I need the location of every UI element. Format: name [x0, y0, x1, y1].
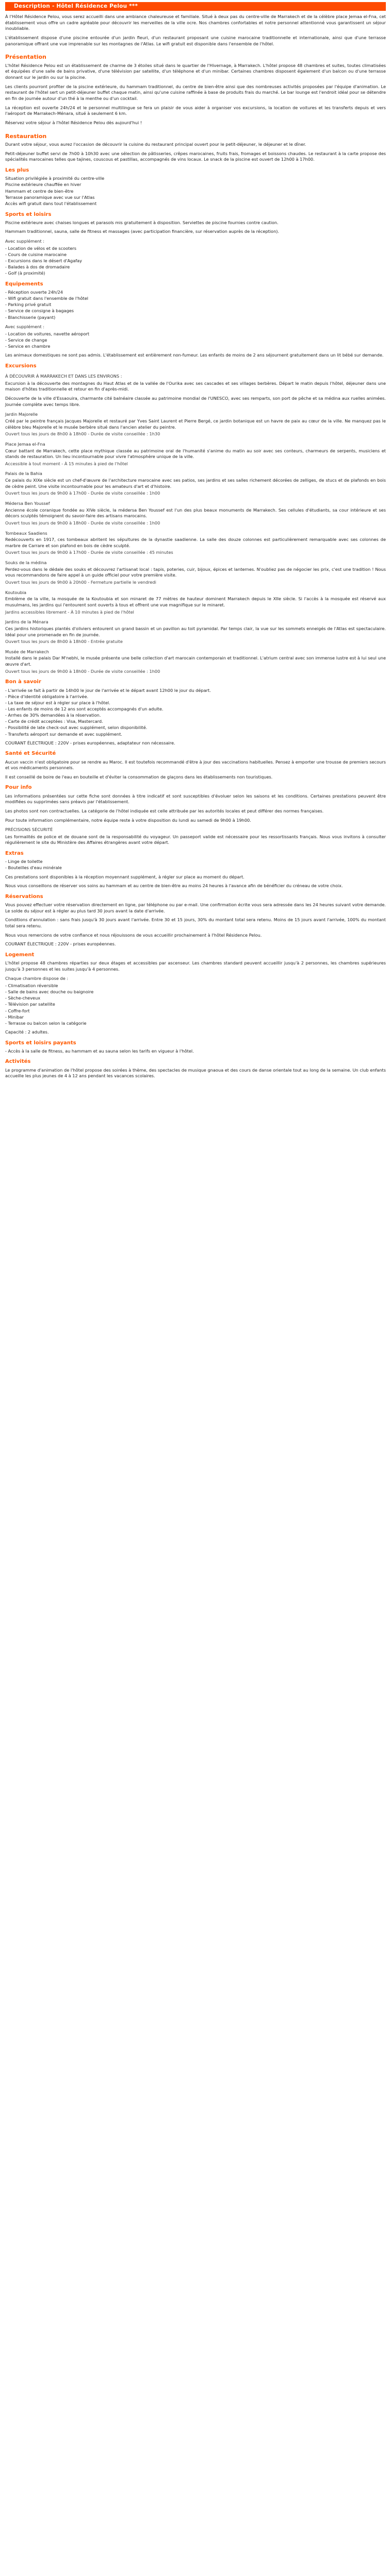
- attraction: [5, 560, 386, 586]
- list-item: - L'arrivée se fait à partir de 14h00 le jour de l'arrivée et le départ avant 12h00 le jour du départ.: [5, 687, 211, 693]
- activities-section: [5, 1058, 386, 1079]
- info-paragraph: Les photos sont non contractuelles. La catégorie de l'hôtel indiquée est celle attribuée par les autorités locales et peut différer des normes françaises.: [5, 808, 324, 814]
- lodging-capacity: Capacité : 2 adultes.: [5, 1029, 49, 1035]
- list-item: Hammam et centre de bien-être: [5, 188, 74, 194]
- attraction-description: Ce palais du XIXe siècle est un chef-d'œuvre de l'architecture marocaine avec ses patios, ses jardins et ses salles richement décorées de zelliges, de stucs et de plafonds en bois de cèdre peint. Une visite incontournable pour les amateurs d'art et d'histoire.: [5, 478, 386, 489]
- list-item: - Pièce d'identité obligatoire à l'arrivée.: [5, 693, 89, 699]
- sports-paragraph: Piscine extérieure avec chaises longues et parasols mis gratuitement à disposition. Serviettes de piscine fournies contre caution.: [5, 219, 279, 225]
- attraction: [5, 442, 386, 467]
- list-item: - Salle de bains avec douche ou baignoire: [5, 989, 94, 995]
- attraction: [5, 501, 386, 527]
- extras-section: [5, 850, 386, 889]
- list-item: - Blanchisserie (payant): [5, 314, 56, 320]
- list-item: - Location de voitures, navette aéroport: [5, 331, 90, 336]
- presentation-paragraph: La réception est ouverte 24h/24 et le personnel multilingue se fera un plaisir de vous aider à organiser vos excursions, la location de voitures et les transferts depuis et vers l'aéroport de Marrakech-Ménara, situé à seulement 6 km.: [5, 105, 386, 116]
- reservation-paragraph: Vous pouvez effectuer votre réservation directement en ligne, par téléphone ou par e-mail. Une confirmation écrite vous sera adressée dans les 24 heures suivant votre demande. Le solde du séjour est à régler au plus tard 30 jours avant la date d'arrivée.: [5, 902, 386, 913]
- list-heading: Avec supplément :: [5, 324, 45, 330]
- good-to-know-section: [5, 679, 386, 746]
- attraction-info: Ouvert tous les jours de 8h00 à 18h00 - Entrée gratuite: [5, 639, 123, 645]
- list-item: - La taxe de séjour est à régler sur place à l'hôtel.: [5, 700, 110, 705]
- attraction-info: Ouvert tous les jours de 9h00 à 20h00 - Fermeture partielle le vendredi: [5, 580, 156, 585]
- section-title-plus: Les plus: [5, 167, 29, 174]
- list-item: - Wifi gratuit dans l'ensemble de l'hôtel: [5, 296, 89, 301]
- attraction-name: Place Jemaa el-Fna: [5, 441, 45, 447]
- attraction-name: Tombeaux Saadiens: [5, 530, 47, 536]
- presentation-paragraph: Réservez votre séjour à l'hôtel Résidence Pelou dès aujourd'hui !: [5, 120, 142, 125]
- attraction-info: Ouvert tous les jours de 9h00 à 18h00 - Durée de visite conseillée : 1h00: [5, 668, 160, 674]
- list-heading: Chaque chambre dispose de :: [5, 976, 69, 981]
- section-title-info: Pour info: [5, 785, 32, 791]
- list-item: - Cours de cuisine marocaine: [5, 251, 67, 257]
- attraction: [5, 412, 386, 437]
- attraction-description: Ces jardins historiques plantés d'oliviers entourent un grand bassin et un pavillon au toit pyramidal. Par temps clair, la vue sur les sommets enneigés de l'Atlas est spectaculaire. Idéal pour une promenade en fin de journée.: [5, 625, 386, 637]
- list-item: - Carte de crédit acceptées : Visa, Mastercard.: [5, 719, 103, 724]
- list-item: - Réception ouverte 24h/24: [5, 290, 63, 295]
- attraction-name: Jardins de la Ménara: [5, 619, 48, 625]
- extras-paragraph: Ces prestations sont disponibles à la réception moyennant supplément, à régler sur place au moment du départ.: [5, 874, 245, 879]
- attraction-description: Redécouverts en 1917, ces tombeaux abritent les sépultures de la dynastie saadienne. La salle des douze colonnes est particulièrement remarquable avec ses colonnes de marbre de Carrare et son plafond en bois de cèdre sculpté.: [5, 537, 386, 548]
- list-item: - Linge de toilette: [5, 859, 43, 865]
- attraction-info: Ouvert tous les jours de 9h00 à 17h00 - Durée de visite conseillée : 45 minutes: [5, 550, 173, 555]
- list-item: Accès wifi gratuit dans tout l'établissement: [5, 200, 97, 206]
- restauration-section: [5, 132, 386, 163]
- list-item: - Accès à la salle de fitness, au hammam et au sauna selon les tarifs en vigueur à l'hôtel.: [5, 1048, 194, 1054]
- restauration-paragraph: Petit-déjeuner buffet servi de 7h00 à 10h30 avec une sélection de pâtisseries, crêpes marocaines, fruits frais, fromages et boissons chaudes. Le restaurant à la carte propose des spécialités marocaines telles que tajines, couscous et pastillas, accompagnés de vins locaux. Le snack de la piscine est ouvert de 12h00 à 17h00.: [5, 150, 386, 162]
- section-title-excursions: Excursions: [5, 363, 37, 369]
- info-paragraph: Les formalités de police et de douane sont de la responsabilité du voyageur. Un passeport valide est nécessaire pour les ressortissants français. Nous vous invitons à consulter régulièrement le site du Ministère des Affaires étrangères avant votre départ.: [5, 834, 386, 845]
- list-heading: PRÉCISIONS SÉCURITÉ: [5, 827, 53, 833]
- attraction-name: Médersa Ben Youssef: [5, 500, 50, 506]
- attraction-name: Palais de la Bahia: [5, 471, 42, 477]
- attraction-description: Cœur battant de Marrakech, cette place mythique classée au patrimoine oral de l'humanité s'anime du matin au soir avec ses conteurs, charmeurs de serpents, musiciens et stands de restauration. Un lieu incontournable pour vivre l'atmosphère unique de la ville.: [5, 448, 386, 460]
- attraction-description: Créé par le peintre français Jacques Majorelle et restauré par Yves Saint Laurent et Pierre Bergé, ce jardin botanique est un havre de paix au cœur de la ville. Ne manquez pas le célèbre bleu Majorelle et le musée berbère situé dans l'ancien atelier du peintre.: [5, 418, 386, 430]
- excursions-paragraph: Excursion à la découverte des montagnes du Haut Atlas et de la vallée de l'Ourika avec ses cascades et ses villages berbères. Départ le matin depuis l'hôtel, déjeuner dans une maison d'hôtes traditionnelle et retour en fin d'après-midi.: [5, 380, 386, 392]
- section-title-paid-sports: Sports et loisirs payants: [5, 1040, 76, 1046]
- attraction-name: Souks de la médina: [5, 560, 47, 566]
- attraction-info: Jardins accessibles librement - À 10 minutes à pied de l'hôtel: [5, 609, 134, 615]
- attraction: [5, 649, 386, 675]
- attraction-name: Koutoubia: [5, 589, 27, 595]
- attraction-description: Emblème de la ville, la mosquée de la Koutoubia et son minaret de 77 mètres de hauteur dominent Marrakech depuis le XIIe siècle. Si l'accès à la mosquée est réservé aux musulmans, les jardins qui l'entourent sont ouverts à tous et offrent une vue magnifique sur le minaret.: [5, 596, 386, 607]
- section-title-lodging: Logement: [5, 952, 35, 958]
- section-title-reservation: Réservations: [5, 893, 43, 900]
- list-item: - Service de change: [5, 337, 47, 343]
- section-title-restauration: Restauration: [5, 132, 47, 140]
- plus-section: [5, 167, 386, 207]
- section-title-extras: Extras: [5, 851, 24, 857]
- excursions-intro: À DÉCOUVRIR À MARRAKECH ET DANS LES ENVIRONS :: [5, 374, 122, 379]
- extras-paragraph: Nous vous conseillons de réserver vos soins au hammam et au centre de bien-être au moins 24 heures à l'avance afin de bénéficier du créneau de votre choix.: [5, 883, 343, 889]
- header-banner: [5, 2, 386, 11]
- presentation-paragraph: L'hôtel Résidence Pelou est un établissement de charme de 3 étoiles situé dans le quartier de l'Hivernage, à Marrakech. L'hôtel propose 48 chambres et suites, toutes climatisées et équipées d'une salle de bains privative, d'une télévision par satellite, d'un téléphone et d'un minibar. Certaines chambres disposent également d'un balcon ou d'une terrasse donnant sur le jardin ou sur la piscine.: [5, 62, 386, 80]
- list-item: - Télévision par satellite: [5, 1002, 55, 1007]
- excursions-section: [5, 363, 386, 674]
- lodging-section: [5, 952, 386, 1036]
- electricity-note: COURANT ÉLECTRIQUE : 220V - prises européennes, adaptateur non nécessaire.: [5, 740, 175, 745]
- attraction-description: Installé dans le palais Dar M'nebhi, le musée présente une belle collection d'art marocain contemporain et traditionnel. L'atrium central avec son immense lustre est à lui seul une œuvre d'art.: [5, 655, 386, 667]
- section-title-good-to-know: Bon à savoir: [5, 679, 41, 685]
- sports-paragraph: Hammam traditionnel, sauna, salle de fitness et massages (avec participation financière, sur réservation auprès de la réception).: [5, 229, 280, 234]
- list-item: - Arrhes de 30% demandées à la réservation.: [5, 713, 101, 718]
- excursions-paragraph: Découverte de la ville d'Essaouira, charmante cité balnéaire classée au patrimoine mondial de l'UNESCO, avec ses remparts, son port de pêche et sa médina aux ruelles animées. Journée complète avec temps libre.: [5, 396, 386, 407]
- list-heading: Avec supplément :: [5, 238, 45, 244]
- sports-section: [5, 211, 386, 277]
- attraction-info: Accessible à tout moment - À 15 minutes à pied de l'hôtel: [5, 461, 128, 466]
- list-item: - Golf (à proximité): [5, 270, 45, 276]
- list-item: - Possibilité de late check-out avec supplément, selon disponibilité.: [5, 725, 148, 731]
- info-section: [5, 784, 386, 846]
- list-item: Terrasse panoramique avec vue sur l'Atlas: [5, 194, 95, 200]
- attraction-description: Perdez-vous dans le dédale des souks et découvrez l'artisanat local : tapis, poteries, cuir, bijoux, épices et lanternes. N'oubliez pas de négocier les prix, c'est une tradition ! Nous vous recommandons de faire appel à un guide officiel pour votre première visite.: [5, 566, 386, 578]
- section-title-activities: Activités: [5, 1059, 31, 1065]
- intro-paragraph: L'établissement dispose d'une piscine entourée d'un jardin fleuri, d'un restaurant proposant une cuisine marocaine traditionnelle et internationale, ainsi que d'une terrasse panoramique offrant une vue imprenable sur les montagnes de l'Atlas. Le wifi gratuit est disponible dans l'ensemble de l'hôtel.: [5, 35, 386, 46]
- list-item: - Les enfants de moins de 12 ans sont acceptés accompagnés d'un adulte.: [5, 706, 164, 711]
- list-item: - Bouteilles d'eau minérale: [5, 865, 62, 871]
- attraction: [5, 471, 386, 497]
- list-item: - Coffre-fort: [5, 1008, 30, 1013]
- list-item: - Minibar: [5, 1014, 24, 1020]
- section-title-equipment: Equipements: [5, 281, 43, 287]
- health-paragraph: Il est conseillé de boire de l'eau en bouteille et d'éviter la consommation de glaçons dans les établissements non touristiques.: [5, 774, 273, 779]
- restauration-paragraph: Durant votre séjour, vous aurez l'occasion de découvrir la cuisine du restaurant principal ouvert pour le petit-déjeuner, le déjeuner et le dîner.: [5, 142, 306, 147]
- attraction-name: Jardin Majorelle: [5, 412, 38, 417]
- attraction-info: Ouvert tous les jours de 8h00 à 18h00 - Durée de visite conseillée : 1h30: [5, 431, 160, 437]
- activities-paragraph: Le programme d'animation de l'hôtel propose des soirées à thème, des spectacles de musique gnaoua et des cours de danse orientale tout au long de la semaine. Un club enfants accueille les plus jeunes de 4 à 12 ans pendant les vacances scolaires.: [5, 1067, 386, 1079]
- lodging-paragraph: L'hôtel propose 48 chambres réparties sur deux étages et accessibles par ascenseur. Les chambres standard peuvent accueillir jusqu'à 2 personnes, les chambres supérieures jusqu'à 3 personnes et les suites jusqu'à 4 personnes.: [5, 960, 386, 972]
- attraction-description: Ancienne école coranique fondée au XIVe siècle, la médersa Ben Youssef est l'un des plus beaux monuments de Marrakech. Ses cellules d'étudiants, sa cour intérieure et ses décors sculptés témoignent du savoir-faire des artisans marocains.: [5, 507, 386, 519]
- reservation-section: [5, 893, 386, 947]
- section-title-presentation: Présentation: [5, 54, 46, 61]
- list-item: - Service de consigne à bagages: [5, 308, 74, 314]
- info-paragraph: Pour toute information complémentaire, notre équipe reste à votre disposition du lundi au samedi de 9h00 à 19h00.: [5, 817, 251, 823]
- equipment-note: Les animaux domestiques ne sont pas admis. L'établissement est entièrement non-fumeur. Les enfants de moins de 2 ans séjournent gratuitement dans un lit bébé sur demande.: [5, 352, 384, 358]
- equipment-section: [5, 281, 386, 359]
- list-item: - Service en chambre: [5, 344, 51, 349]
- section-title-sports: Sports et loisirs: [5, 211, 52, 217]
- info-paragraph: Les informations présentées sur cette fiche sont données à titre indicatif et sont susceptibles d'évoluer selon les saisons et les conditions. Certaines prestations peuvent être modifiées ou supprimées sans préavis par l'établissement.: [5, 793, 386, 805]
- attraction-name: Musée de Marrakech: [5, 649, 49, 654]
- attraction: [5, 590, 386, 616]
- list-item: - Terrasse ou balcon selon la catégorie: [5, 1020, 87, 1026]
- presentation-paragraph: Les clients pourront profiter de la piscine extérieure, du hammam traditionnel, du centre de bien-être ainsi que des nombreuses activités proposées par l'équipe d'animation. Le restaurant de l'hôtel sert un petit-déjeuner buffet chaque matin, ainsi qu'une cuisine raffinée à base de produits frais du marché. Le bar lounge est l'endroit idéal pour se détendre en fin de journée autour d'un thé à la menthe ou d'un cocktail.: [5, 83, 386, 101]
- list-item: - Parking privé gratuit: [5, 302, 52, 308]
- reservation-paragraph: Nous vous remercions de votre confiance et nous réjouissons de vous accueillir prochainement à l'hôtel Résidence Pelou.: [5, 932, 262, 938]
- attraction-info: Ouvert tous les jours de 9h00 à 18h00 - Durée de visite conseillée : 1h00: [5, 520, 160, 526]
- list-item: - Location de vélos et de scooters: [5, 245, 77, 251]
- list-item: - Transferts aéroport sur demande et avec supplément.: [5, 731, 122, 737]
- page-title: Description - Hôtel Résidence Pelou ***: [14, 3, 138, 10]
- reservation-paragraph: Conditions d'annulation : sans frais jusqu'à 30 jours avant l'arrivée. Entre 30 et 15 jours, 30% du montant total sera retenu. Moins de 15 jours avant l'arrivée, 100% du montant total sera retenu.: [5, 917, 386, 928]
- list-item: Situation privilégiée à proximité du centre-ville: [5, 176, 105, 181]
- list-item: - Balades à dos de dromadaire: [5, 264, 70, 270]
- list-item: - Climatisation réversible: [5, 982, 58, 988]
- attraction: [5, 619, 386, 645]
- presentation-section: [5, 53, 386, 126]
- page: [0, 2, 391, 1079]
- health-paragraph: Aucun vaccin n'est obligatoire pour se rendre au Maroc. Il est toutefois recommandé d'être à jour des vaccinations habituelles. Pensez à emporter une trousse de premiers secours et vos médicaments personnels.: [5, 759, 386, 771]
- paid-sports-section: [5, 1040, 386, 1055]
- health-section: [5, 750, 386, 780]
- attraction-info: Ouvert tous les jours de 9h00 à 17h00 - Durée de visite conseillée : 1h00: [5, 490, 160, 496]
- section-title-health: Santé et Sécurité: [5, 751, 56, 757]
- intro-paragraph: À l'Hôtel Résidence Pelou, vous serez accueilli dans une ambiance chaleureuse et familiale. Situé à deux pas du centre-ville de Marrakech et de la célèbre place Jemaa el-Fna, cet établissement vous offre un cadre agréable pour découvrir les merveilles de la ville ocre. Nos chambres confortables et notre personnel attentionné vous garantissent un séjour inoubliable.: [5, 14, 386, 31]
- list-item: Piscine extérieure chauffée en hiver: [5, 182, 82, 188]
- list-item: - Sèche-cheveux: [5, 995, 41, 1001]
- attraction: [5, 531, 386, 556]
- list-item: - Excursions dans le désert d'Agafay: [5, 258, 83, 263]
- intro-section: [5, 14, 386, 47]
- electricity-note: COURANT ÉLECTRIQUE : 220V - prises européennes.: [5, 941, 116, 947]
